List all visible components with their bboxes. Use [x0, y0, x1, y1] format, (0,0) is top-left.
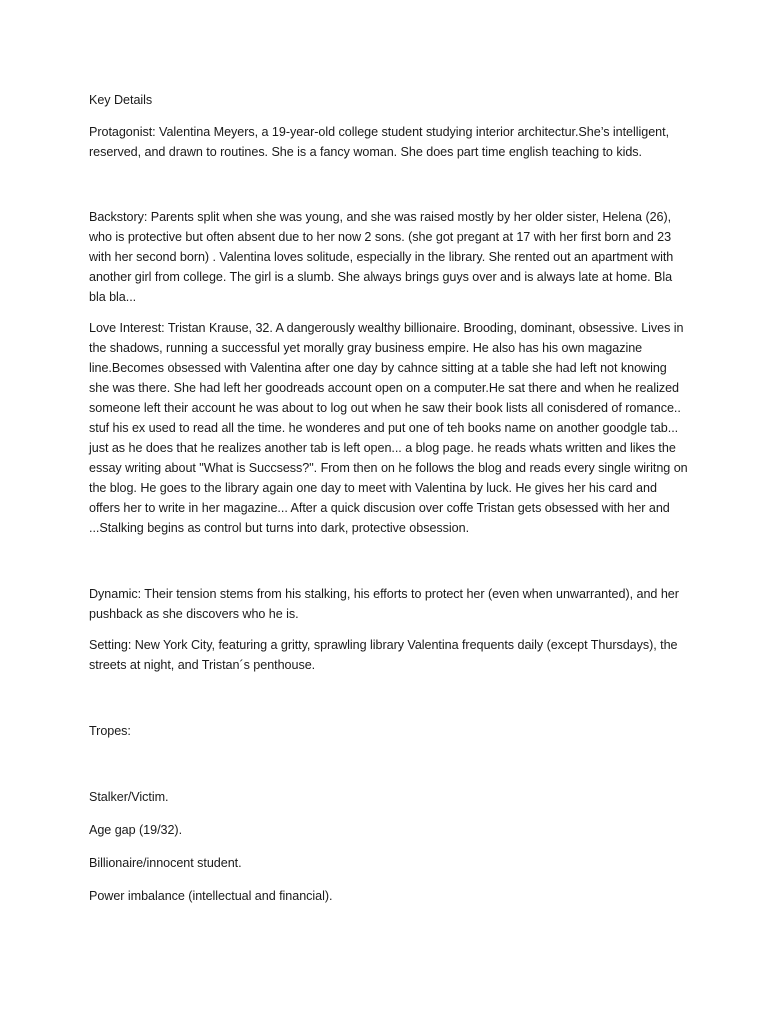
love-interest-paragraph: Love Interest: Tristan Krause, 32. A dangerously wealthy billionaire. Brooding, dominant, obsessive. Lives in the shadows, running a successful yet morally gray business empire. He also has his own magazine line.Becomes obsessed with Valentina after one day by cahnce sitting at a table she had left not knowing she was there. She had left her goodreads account open on a computer.He sat there and when he realized someone left their account he was about to log out when he saw their book lists all conisdered of romance.. stuf his ex used to read all the time. he wonderes and put one of teh books name on another goodgle tab... just as he does that he realizes another tab is left open... a blog page. he reads whats written and likes the essay writing about "What is Succsess?". From then on he follows the blog and reads every single wiritng on the blog. He goes to the library again one day to meet with Valentina by luck. He gives her his card and offers her to write in her magazine... After a quick discusion over coffe Tristan gets obsessed with her and ...Stalking begins as control but turns into dark, protective obsession. — [89, 321, 688, 535]
trope-item: Billionaire/innocent student. — [89, 856, 242, 870]
trope-item: Stalker/Victim. — [89, 790, 169, 804]
trope-item: Power imbalance (intellectual and financial). — [89, 889, 333, 903]
key-details-heading: Key Details — [89, 93, 153, 107]
tropes-heading: Tropes: — [89, 724, 131, 738]
backstory-paragraph: Backstory: Parents split when she was young, and she was raised mostly by her older sister, Helena (26), who is protective but often absent due to her now 2 sons. (she got pregant at 17 with her first born and 23 with her second born) . Valentina loves solitude, especially in the library. She rented out an apartment with another girl from college. The girl is a slumb. She always brings guys over and is always late at home. Bla bla bla... — [89, 210, 674, 304]
protagonist-paragraph: Protagonist: Valentina Meyers, a 19-year-old college student studying interior architectur.She’s intelligent, reserved, and drawn to routines. She is a fancy woman. She does part time english teaching to kids. — [89, 125, 670, 159]
trope-item: Age gap (19/32). — [89, 823, 183, 837]
document-body — [89, 90, 689, 919]
dynamic-paragraph: Dynamic: Their tension stems from his stalking, his efforts to protect her (even when unwarranted), and her pushback as she discovers who he is. — [89, 587, 679, 621]
setting-paragraph: Setting: New York City, featuring a gritty, sprawling library Valentina frequents daily (except Thursdays), the streets at night, and Tristan´s penthouse. — [89, 638, 678, 672]
